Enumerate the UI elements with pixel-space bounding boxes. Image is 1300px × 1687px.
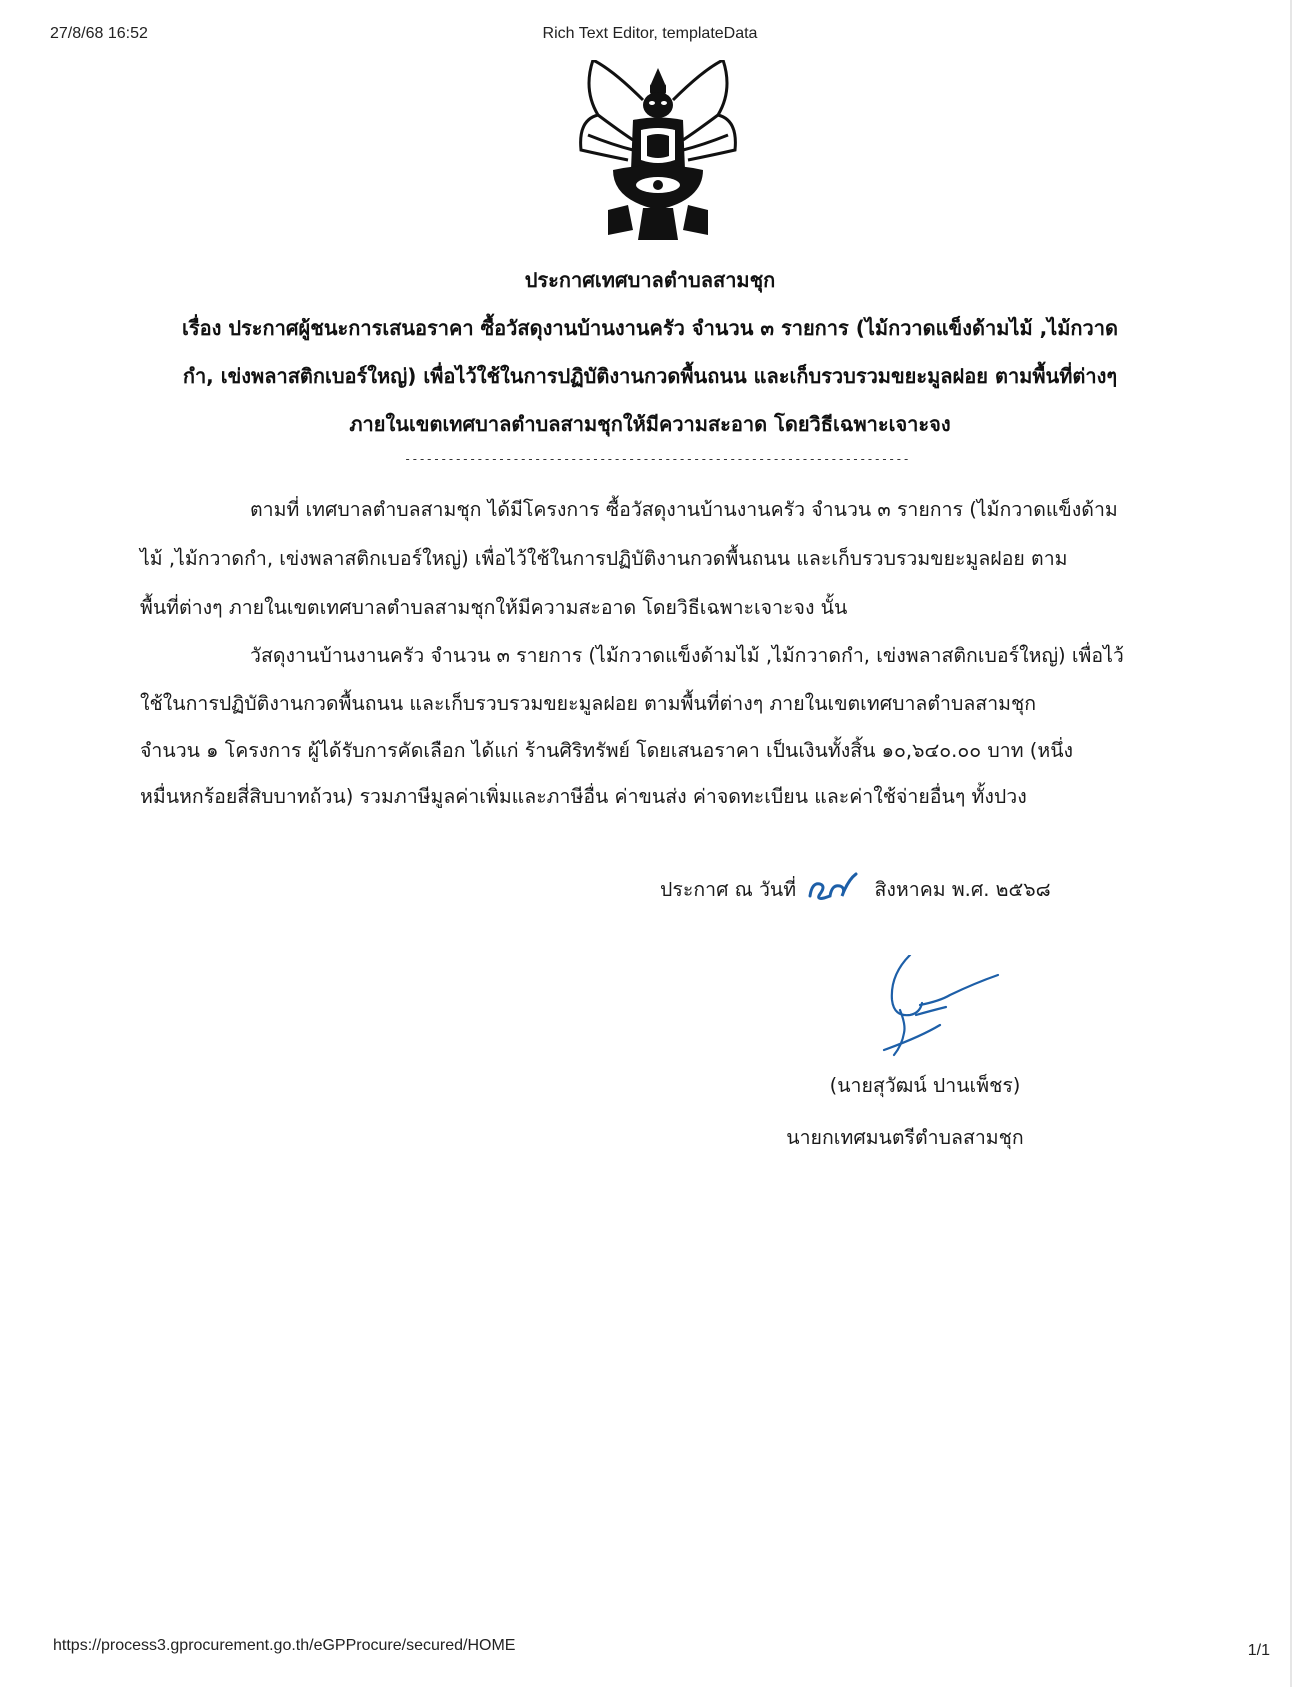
page-edge bbox=[1290, 0, 1292, 1687]
signature-mark bbox=[880, 955, 1010, 1065]
signer-position: นายกเทศมนตรีตำบลสามชุก bbox=[786, 1126, 1024, 1149]
print-timestamp: 27/8/68 16:52 bbox=[50, 25, 148, 42]
body-line: พื้นที่ต่างๆ ภายในเขตเทศบาลตำบลสามชุกให้มีความสะอาด โดยวิธีเฉพาะเจาะจง นั้น bbox=[140, 596, 848, 619]
print-url: https://process3.gprocurement.go.th/eGPProcure/secured/HOME bbox=[53, 1637, 516, 1654]
subject-line-1: เรื่อง ประกาศผู้ชนะการเสนอราคา ซื้อวัสดุงานบ้านงานครัว จำนวน ๓ รายการ (ไม้กวาดแข็งด้ามไม้ ,ไม้กวาด bbox=[182, 316, 1118, 340]
body-line: จำนวน ๑ โครงการ ผู้ได้รับการคัดเลือก ได้แก่ ร้านศิริทรัพย์ โดยเสนอราคา เป็นเงินทั้งสิ้น ๑๐,๖๔๐.๐๐ บาท (หนึ่ง bbox=[140, 739, 1074, 762]
document-heading: ประกาศเทศบาลตำบลสามชุก bbox=[524, 268, 776, 292]
body-line: ไม้ ,ไม้กวาดกำ, เข่งพลาสติกเบอร์ใหญ่) เพื่อไว้ใช้ในการปฏิบัติงานกวดพื้นถนน และเก็บรวบรวมขยะมูลฝอย ตาม bbox=[140, 547, 1068, 570]
signer-name: (นายสุวัฒน์ ปานเพ็ชร) bbox=[829, 1074, 1021, 1097]
body-line: วัสดุงานบ้านงานครัว จำนวน ๓ รายการ (ไม้กวาดแข็งด้ามไม้ ,ไม้กวาดกำ, เข่งพลาสติกเบอร์ใหญ่) เพื่อไว้ bbox=[250, 644, 1124, 667]
handwritten-day bbox=[806, 870, 860, 904]
date-prefix: ประกาศ ณ วันที่ bbox=[660, 878, 797, 901]
body-line: หมื่นหกร้อยสี่สิบบาทถ้วน) รวมภาษีมูลค่าเพิ่มและภาษีอื่น ค่าขนส่ง ค่าจดทะเบียน และค่าใช้จ่ายอื่นๆ ทั้งปวง bbox=[140, 785, 1027, 808]
announcement-date bbox=[660, 870, 1051, 905]
print-window-title: Rich Text Editor, templateData bbox=[542, 25, 758, 42]
body-line: ใช้ในการปฏิบัติงานกวดพื้นถนน และเก็บรวบรวมขยะมูลฝอย ตามพื้นที่ต่างๆ ภายในเขตเทศบาลตำบลสามชุก bbox=[140, 692, 1037, 715]
page-count: 1/1 bbox=[1247, 1642, 1270, 1659]
body-line: ตามที่ เทศบาลตำบลสามชุก ได้มีโครงการ ซื้อวัสดุงานบ้านงานครัว จำนวน ๓ รายการ (ไม้กวาดแข็งด้าม bbox=[250, 498, 1118, 521]
section-divider: ---------------------------------------------------------------------- bbox=[404, 452, 910, 466]
subject-line-2: กำ, เข่งพลาสติกเบอร์ใหญ่) เพื่อไว้ใช้ในการปฏิบัติงานกวดพื้นถนน และเก็บรวบรวมขยะมูลฝอย ตามพื้นที่ต่างๆ bbox=[182, 364, 1118, 388]
garuda-emblem-icon bbox=[573, 60, 743, 246]
subject-line-3: ภายในเขตเทศบาลตำบลสามชุกให้มีความสะอาด โดยวิธีเฉพาะเจาะจง bbox=[349, 412, 951, 436]
date-suffix: สิงหาคม พ.ศ. ๒๕๖๘ bbox=[874, 878, 1051, 901]
